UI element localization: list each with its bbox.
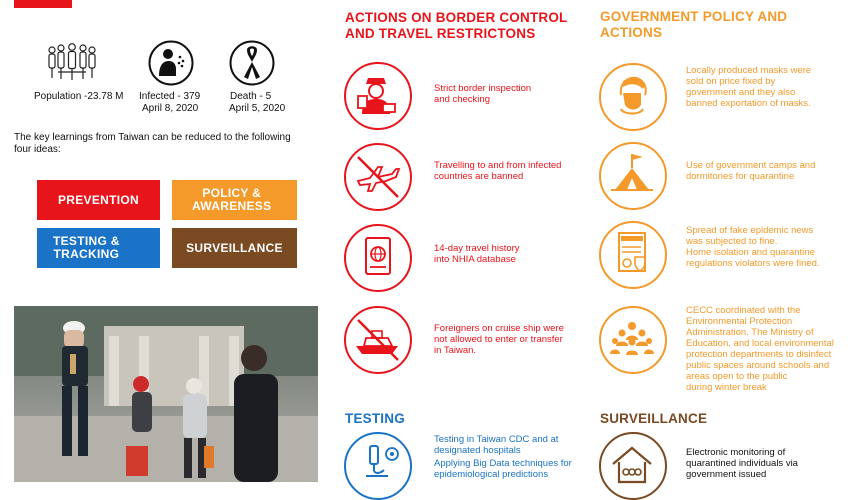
street-photo	[14, 306, 318, 482]
surveillance-box	[172, 228, 297, 268]
policy-awareness-box	[172, 180, 297, 220]
prevention-label: PREVENTION	[57, 192, 139, 207]
policy-item-1-line1: Locally produced masks were	[686, 65, 812, 76]
ribbon-icon	[229, 40, 275, 86]
border-item-4-line1: Foreigners on cruise ship were	[434, 323, 564, 334]
border-item-2-line1: Travelling to and from infected	[434, 160, 562, 171]
no-ship-icon	[344, 306, 412, 374]
testing-label-line1: TESTING &	[53, 234, 120, 248]
infected-icon	[148, 40, 194, 86]
policy-item-4-line1: CECC coordinated with the	[686, 305, 801, 316]
microscope-icon	[344, 432, 412, 500]
surveillance-line2: quarantined individuals via	[686, 458, 798, 469]
policy-item-3-line1: Spread of fake epidemic news	[686, 225, 814, 236]
policy-item-3-line4: regulations violators were fined.	[686, 258, 820, 269]
border-item-2-line2: countries are banned	[434, 171, 524, 182]
policy-heading-line2: ACTIONS	[600, 25, 663, 40]
infected-count: Infected - 379	[139, 91, 201, 102]
border-item-2-text	[434, 160, 561, 182]
policy-item-2-line1: Use of government camps and	[686, 160, 816, 171]
policy-item-3-line2: was subjected to fine.	[686, 236, 778, 247]
policy-item-4-line6: public spaces around schools and	[686, 360, 830, 371]
surveillance-line3: government issued	[686, 469, 767, 480]
surveillance-label: SURVEILLANCE	[186, 240, 283, 255]
policy-item-1-line4: banned exportation of masks.	[686, 98, 811, 109]
policy-item-4-line4: Education, and local environmental	[686, 338, 834, 349]
policy-item-2-line2: dormitories for quarantine	[686, 171, 795, 182]
policy-item-3-text	[686, 225, 820, 269]
policy-label-line1: POLICY &	[202, 186, 262, 200]
policy-item-4-line2: Environmental Protection	[686, 316, 793, 327]
death-count: Death - 5	[230, 91, 272, 102]
passport-icon	[344, 224, 412, 292]
border-item-4-line2: not allowed to enter or transfer	[434, 334, 563, 345]
policy-item-1-text	[686, 65, 811, 109]
infected-date: April 8, 2020	[142, 103, 199, 114]
top-red-tab	[14, 0, 72, 8]
border-item-1-line1: Strict border inspection	[434, 83, 532, 94]
policy-item-4-line3: Administration. The Ministry of	[686, 327, 814, 338]
no-plane-icon	[344, 143, 412, 211]
population-label: Population -23.78 M	[34, 91, 124, 102]
testing-text	[434, 434, 572, 480]
prevention-box	[37, 180, 160, 220]
camp-tent-icon	[599, 142, 667, 210]
border-item-3-text	[434, 243, 520, 265]
policy-item-1-line3: government and they also	[686, 87, 796, 98]
border-item-3-line2: into NHIA database	[434, 254, 516, 265]
testing-label-line2: TRACKING	[53, 247, 120, 261]
border-item-1-line2: and checking	[434, 94, 490, 105]
border-item-4-line3: in Taiwan.	[434, 345, 477, 356]
testing-heading: TESTING	[345, 411, 405, 426]
policy-item-4-text	[686, 305, 834, 393]
border-heading-line2: AND TRAVEL RESTRICTONS	[345, 26, 536, 41]
policy-item-4-line8: during winter break	[686, 382, 767, 393]
policy-label-line2: AWARENESS	[192, 199, 272, 213]
border-item-3-line1: 14-day travel history	[434, 243, 520, 254]
policy-item-3-line3: Home isolation and quarantine	[686, 247, 815, 258]
policy-item-4-line5: protection departments to disinfect	[686, 349, 832, 360]
penalty-document-icon	[599, 221, 667, 289]
mask-face-icon	[599, 63, 667, 131]
border-heading-line1: ACTIONS ON BORDER CONTROL	[345, 10, 568, 25]
policy-item-1-line2: sold on price fixed by	[686, 76, 776, 87]
house-monitor-icon	[599, 432, 667, 500]
policy-item-2-text	[686, 160, 815, 182]
testing-line1: Testing in Taiwan CDC and at	[434, 434, 559, 445]
border-heading	[345, 10, 568, 42]
border-item-4-text	[434, 323, 564, 356]
policy-heading	[600, 9, 787, 41]
policy-heading-line1: GOVERNMENT POLICY AND	[600, 9, 788, 24]
testing-line4: epidemiological predictions	[434, 469, 549, 480]
surveillance-text	[686, 447, 798, 480]
group-icon	[599, 306, 667, 374]
population-icon	[44, 42, 100, 82]
testing-tracking-box	[37, 228, 160, 268]
officer-icon	[344, 62, 412, 130]
policy-item-4-line7: areas open to the public	[686, 371, 788, 382]
intro-text: The key learnings from Taiwan can be reduced to the following four ideas:	[14, 132, 291, 155]
testing-line2: designated hospitals	[434, 445, 521, 456]
border-item-1-text	[434, 83, 531, 105]
death-date: April 5, 2020	[229, 103, 286, 114]
testing-line3: Applying Big Data techniques for	[434, 458, 572, 469]
surveillance-line1: Electronic monitoring of	[686, 447, 786, 458]
surveillance-heading: SURVEILLANCE	[600, 411, 708, 426]
